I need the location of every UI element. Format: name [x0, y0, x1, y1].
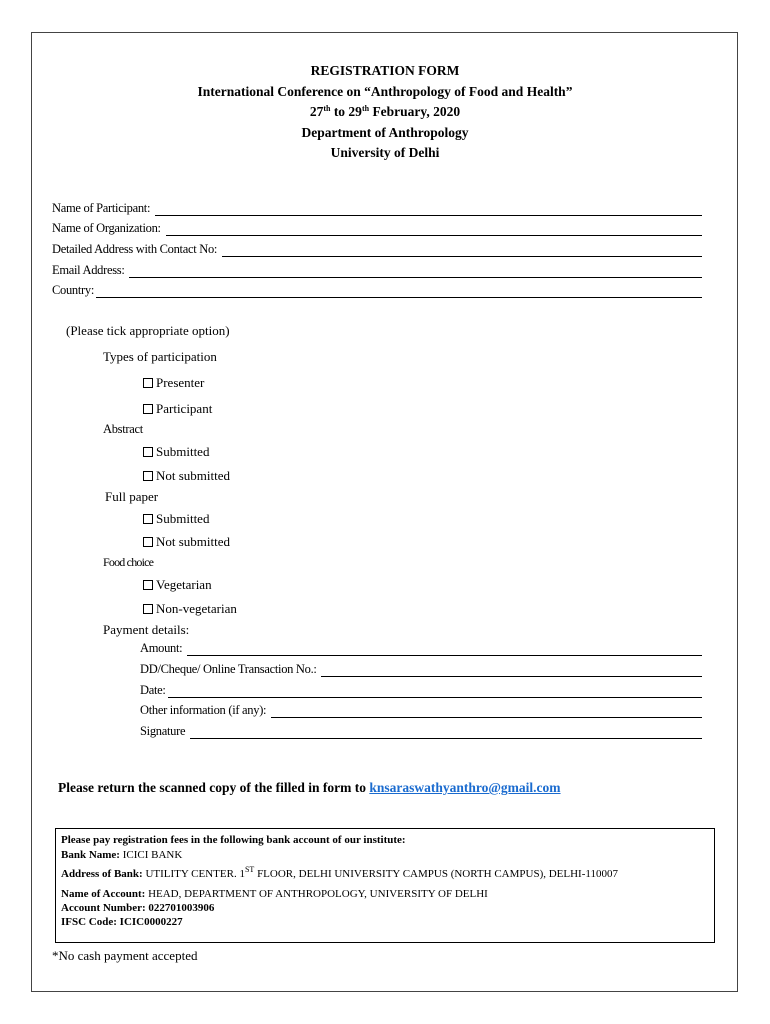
abstract-submitted-option[interactable]: Submitted: [143, 444, 209, 460]
form-header: [0, 61, 770, 164]
organization-line[interactable]: [166, 222, 702, 236]
checkbox-icon[interactable]: [143, 378, 153, 388]
account-name-row: Name of Account: HEAD, DEPARTMENT OF ANTHROPOLOGY, UNIVERSITY OF DELHI: [61, 888, 488, 900]
form-title: REGISTRATION FORM: [310, 63, 460, 78]
participant-name-field[interactable]: Name of Participant:: [52, 202, 702, 216]
signature-field[interactable]: Signature: [140, 725, 702, 739]
payment-heading: Payment details:: [103, 622, 190, 637]
food-choice-heading: Food choice: [103, 555, 154, 569]
conference-dates: 27th to 29th February, 2020: [309, 104, 461, 119]
return-instruction: Please return the scanned copy of the filled in form to knsaraswathyanthro@gmail.com: [58, 780, 561, 795]
bank-address-row: Address of Bank: UTILITY CENTER. 1ST FLOOR, DELHI UNIVERSITY CAMPUS (NORTH CAMPUS), DELHI-110007: [61, 865, 618, 880]
address-line[interactable]: [222, 243, 702, 257]
other-info-field[interactable]: Other information (if any):: [140, 704, 702, 718]
address-field[interactable]: Detailed Address with Contact No:: [52, 243, 702, 257]
presenter-option[interactable]: Presenter: [143, 375, 204, 391]
fullpaper-heading: Full paper: [105, 489, 159, 504]
transaction-line[interactable]: [321, 663, 702, 677]
conference-title: International Conference on “Anthropology of Food and Health”: [197, 83, 573, 99]
ifsc-row: IFSC Code: ICIC0000227: [61, 916, 183, 928]
participant-option[interactable]: Participant: [143, 401, 212, 417]
university-name: University of Delhi: [330, 145, 440, 160]
bank-name-row: Bank Name: ICICI BANK: [61, 849, 183, 861]
vegetarian-option[interactable]: Vegetarian: [143, 577, 212, 593]
date-line[interactable]: [168, 684, 702, 698]
abstract-heading: Abstract: [103, 422, 143, 436]
fullpaper-submitted-option[interactable]: Submitted: [143, 511, 209, 527]
fullpaper-not-submitted-option[interactable]: Not submitted: [143, 534, 230, 550]
bank-details-box: [55, 828, 715, 943]
checkbox-icon[interactable]: [143, 537, 153, 547]
other-info-line[interactable]: [271, 704, 702, 718]
participant-name-line[interactable]: [155, 202, 702, 216]
organization-field[interactable]: Name of Organization:: [52, 222, 702, 236]
date-field[interactable]: Date:: [140, 684, 702, 698]
department-name: Department of Anthropology: [301, 124, 469, 140]
amount-line[interactable]: [187, 642, 702, 656]
checkbox-icon[interactable]: [143, 404, 153, 414]
email-field[interactable]: Email Address:: [52, 264, 702, 278]
checkbox-icon[interactable]: [143, 447, 153, 457]
checkbox-icon[interactable]: [143, 471, 153, 481]
email-line[interactable]: [129, 264, 702, 278]
transaction-field[interactable]: DD/Cheque/ Online Transaction No.:: [140, 663, 702, 677]
tick-instruction: (Please tick appropriate option): [66, 323, 230, 338]
checkbox-icon[interactable]: [143, 604, 153, 614]
account-number-row: Account Number: 022701003906: [61, 902, 215, 914]
country-field[interactable]: Country:: [52, 284, 702, 298]
amount-field[interactable]: Amount:: [140, 642, 702, 656]
participation-heading: Types of participation: [103, 349, 217, 364]
abstract-not-submitted-option[interactable]: Not submitted: [143, 468, 230, 484]
country-line[interactable]: [96, 284, 702, 298]
contact-email-link[interactable]: knsaraswathyanthro@gmail.com: [369, 780, 561, 795]
non-vegetarian-option[interactable]: Non-vegetarian: [143, 601, 237, 617]
checkbox-icon[interactable]: [143, 580, 153, 590]
bank-intro: Please pay registration fees in the following bank account of our institute:: [61, 834, 406, 846]
checkbox-icon[interactable]: [143, 514, 153, 524]
signature-line[interactable]: [190, 725, 702, 739]
cash-payment-note: *No cash payment accepted: [52, 948, 198, 963]
